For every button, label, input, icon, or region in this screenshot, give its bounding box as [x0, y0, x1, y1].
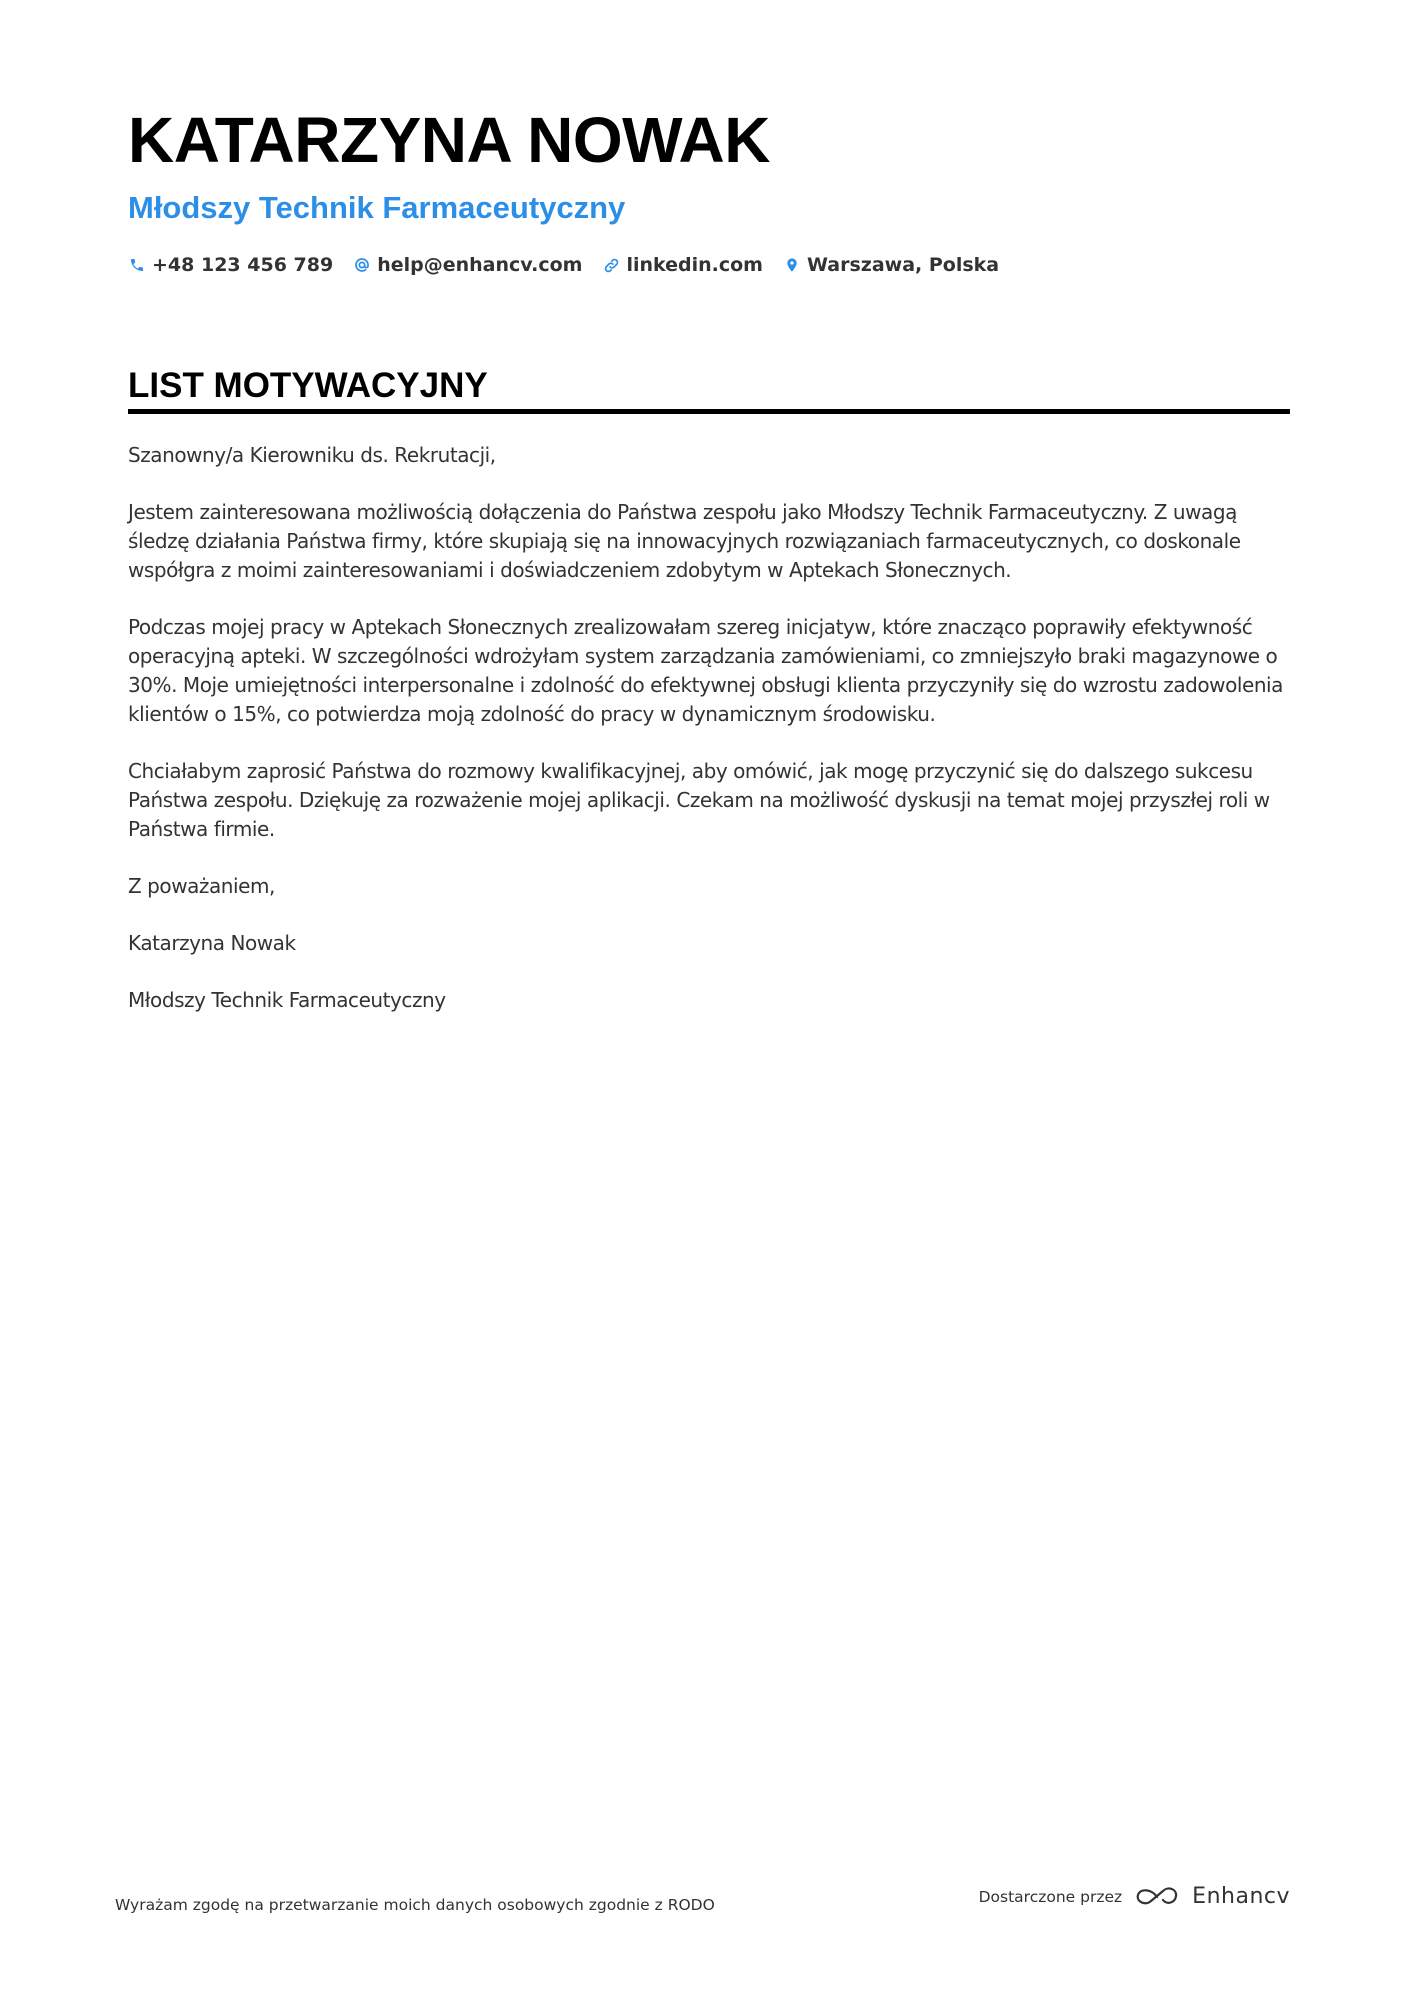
candidate-role: Młodszy Technik Farmaceutyczny — [128, 190, 626, 225]
letter-paragraph: Jestem zainteresowana możliwością dołączenia do Państwa zespołu jako Młodszy Technik Farmaceutyczny. Z uwagą śledzę działania Państwa firmy, które skupiają się na innowacyjnych rozwiązaniach farmaceutycznych, co doskonale współgra z moimi zainteresowaniami i doświadczeniem zdobytym w Aptekach Słonecznych. — [128, 500, 1241, 582]
contact-location — [783, 254, 999, 276]
footer-branding — [979, 1884, 1290, 1909]
letter-paragraph: Podczas mojej pracy w Aptekach Słonecznych zrealizowałam szereg inicjatyw, które znacząco poprawiły efektywność operacyjną apteki. W szczególności wdrożyłam system zarządzania zamówieniami, co zmniejszyło braki magazynowe o 30%. Moje umiejętności interpersonalne i zdolność do efektywnej obsługi klienta przyczyniły się do wzrostu zadowolenia klientów o 15%, co potwierdza moją zdolność do pracy w dynamicznym środowisku. — [128, 615, 1283, 726]
section-title: LIST MOTYWACYJNY — [128, 366, 488, 405]
contact-email — [353, 254, 582, 276]
enhancv-logo-icon — [1134, 1885, 1180, 1909]
signature-role: Młodszy Technik Farmaceutyczny — [128, 988, 446, 1012]
contact-linkedin — [602, 254, 763, 276]
provided-by-label: Dostarczone przez — [978, 1887, 1123, 1906]
location-pin-icon — [783, 256, 801, 274]
contact-location-label: Warszawa, Polska — [806, 254, 1000, 276]
letter-body — [128, 441, 1294, 1043]
gdpr-consent-note: Wyrażam zgodę na przetwarzanie moich danych osobowych zgodnie z RODO — [115, 1896, 715, 1914]
letter-greeting: Szanowny/a Kierowniku ds. Rekrutacji, — [128, 443, 496, 467]
contact-linkedin-label: linkedin.com — [626, 254, 763, 276]
letter-paragraph: Chciałabym zaprosić Państwa do rozmowy kwalifikacyjnej, aby omówić, jak mogę przyczynić się do dalszego sukcesu Państwa zespołu. Dziękuję za rozważenie mojej aplikacji. Czekam na możliwość dyskusji na temat mojej przyszłej roli w Państwa firmie. — [128, 759, 1270, 841]
phone-icon — [128, 256, 146, 274]
contact-phone — [128, 254, 333, 276]
letter-closing: Z poważaniem, — [128, 874, 275, 898]
link-icon — [602, 256, 620, 274]
at-icon — [353, 256, 371, 274]
contact-bar — [128, 254, 1019, 276]
signature-name: Katarzyna Nowak — [128, 931, 296, 955]
candidate-name: KATARZYNA NOWAK — [128, 104, 770, 176]
enhancv-wordmark: Enhancv — [1192, 1884, 1290, 1909]
contact-phone-label: +48 123 456 789 — [152, 254, 334, 276]
section-divider — [128, 409, 1290, 414]
contact-email-label: help@enhancv.com — [377, 254, 583, 276]
